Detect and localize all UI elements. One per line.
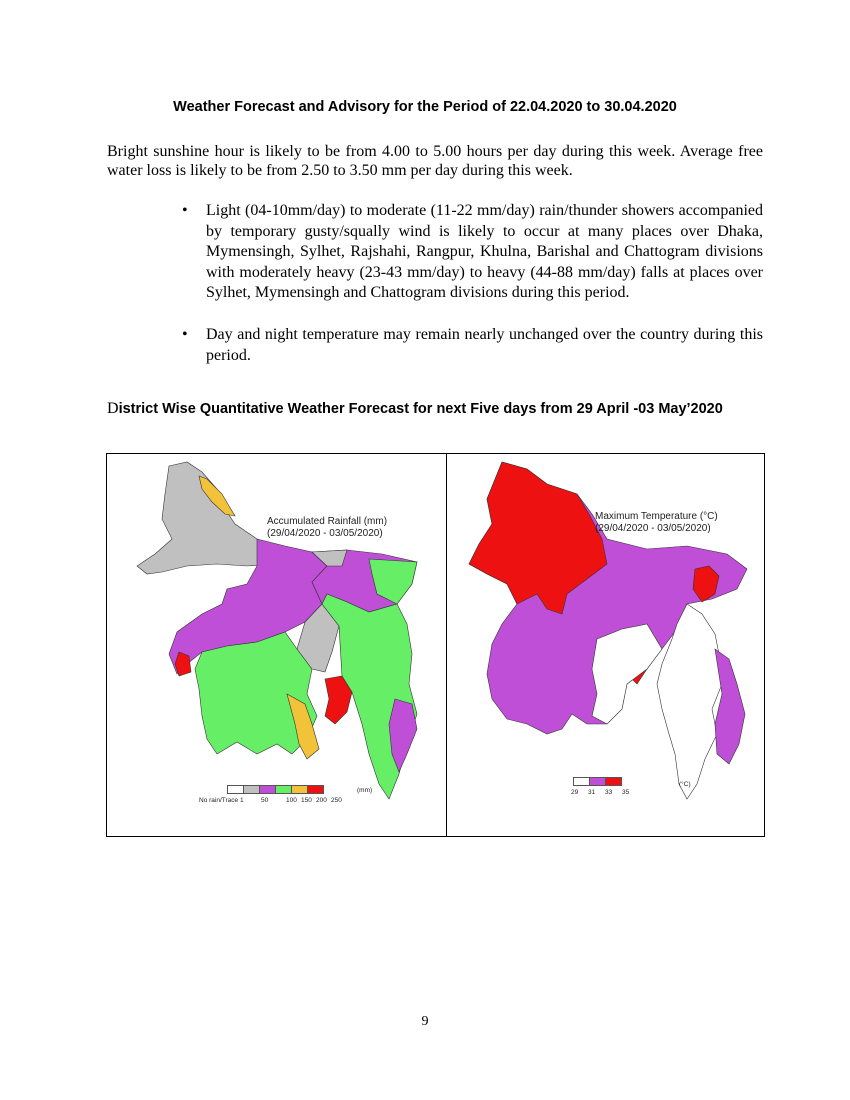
temperature-legend-label: 31 (588, 789, 596, 796)
temperature-legend (573, 777, 621, 786)
page-title: Weather Forecast and Advisory for the Period of 22.04.2020 to 30.04.2020 (173, 99, 677, 115)
rainfall-legend-swatch (291, 785, 308, 794)
rainfall-legend-label: 100 (286, 797, 297, 804)
rainfall-legend-label: 150 (301, 797, 312, 804)
page-number: 9 (421, 1014, 429, 1029)
rainfall-map-title (267, 516, 387, 540)
advisory-list (180, 201, 763, 366)
temperature-legend-swatch (605, 777, 622, 786)
rainfall-legend-label: 200 (316, 797, 327, 804)
rainfall-map-title-line2: (29/04/2020 - 03/05/2020) (267, 528, 383, 539)
temperature-legend-label: 33 (605, 789, 613, 796)
forecast-maps-table (106, 453, 765, 837)
advisory-item-rain: • Light (04-10mm/day) to moderate (11-22 mm/day) rain/thunder showers accompanied by temporary gusty/squally wind is likely to occur at many places over Dhaka, Mymensingh, Sylhet, Rajshahi, Rangpur, Khulna, Barishal and Chattogram divisions with moderately heavy (23-43 mm/day) to heavy (44-88 mm/day) falls at places over Sylhet, Mymensingh and Chattogram divisions during this period. (180, 201, 763, 304)
rainfall-legend-swatch (243, 785, 260, 794)
section-heading-text: istrict Wise Quantitative Weather Forecast for next Five days from 29 April -03 May’2020 (118, 401, 723, 417)
rainfall-legend-labels (199, 797, 342, 804)
rainfall-legend-unit: (mm) (357, 787, 373, 794)
temperature-legend-labels (571, 789, 629, 796)
rainfall-legend-swatch (275, 785, 292, 794)
rainfall-map-title-line1: Accumulated Rainfall (mm) (267, 516, 388, 527)
intro-paragraph: Bright sunshine hour is likely to be from 4.00 to 5.00 hours per day during this week. Average free water loss is likely to be from 2.50 to 3.50 mm per day during this week. (107, 143, 763, 179)
section-heading (107, 400, 723, 418)
temperature-map-panel (447, 454, 764, 836)
temperature-legend-label: 29 (571, 789, 579, 796)
temperature-map-title-line2: (29/04/2020 - 03/05/2020) (595, 523, 711, 534)
rainfall-legend-swatch (227, 785, 244, 794)
section-heading-initial: D (107, 400, 119, 417)
rainfall-map-image (107, 454, 446, 838)
temperature-legend-swatch (589, 777, 606, 786)
temperature-legend-swatch (573, 777, 590, 786)
rainfall-legend-swatch (259, 785, 276, 794)
temperature-map-title (595, 511, 718, 535)
rainfall-legend-label: 250 (331, 797, 342, 804)
rainfall-legend (227, 785, 323, 794)
temperature-legend-unit: (°C) (679, 781, 691, 788)
rainfall-legend-label: No rain/Trace 1 (199, 797, 244, 804)
advisory-item-temperature: • Day and night temperature may remain nearly unchanged over the country during this period. (180, 325, 763, 366)
rainfall-legend-label: 50 (261, 797, 269, 804)
rainfall-map-panel (107, 454, 447, 836)
rainfall-legend-swatch (307, 785, 324, 794)
temperature-legend-label: 35 (622, 789, 630, 796)
temperature-map-title-line1: Maximum Temperature (°C) (595, 511, 718, 522)
